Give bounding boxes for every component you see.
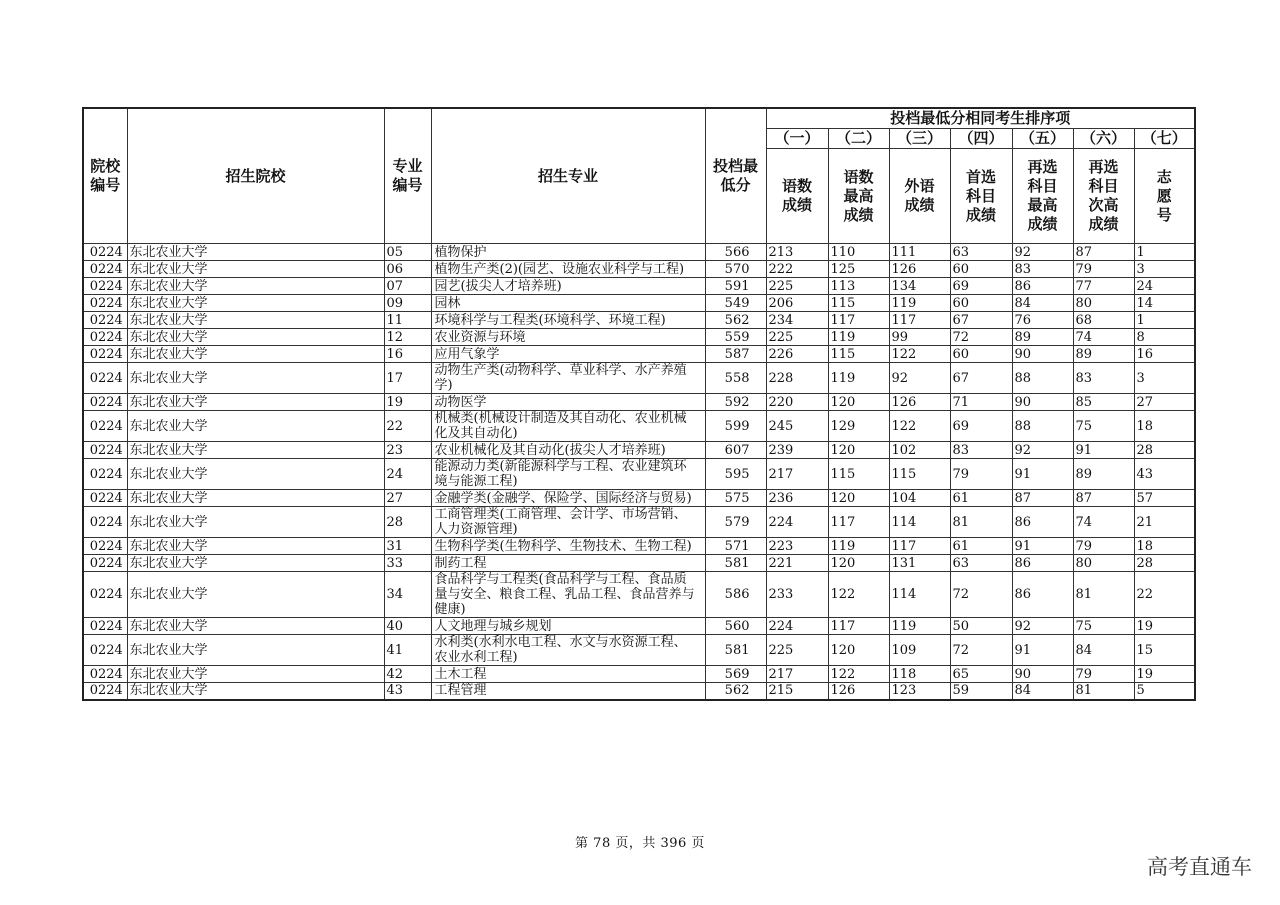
cell-tie-break-3: 102: [889, 442, 950, 459]
table-row: [83, 538, 1195, 555]
cell-tie-break-7: 57: [1134, 490, 1195, 507]
cell-major: 机械类(机械设计制造及其自动化、农业机械化及其自动化): [431, 411, 705, 442]
header-index-7: （七）: [1134, 129, 1195, 149]
cell-major: 土木工程: [431, 666, 705, 683]
cell-tie-break-6: 79: [1073, 666, 1134, 683]
cell-tie-break-3: 118: [889, 666, 950, 683]
cell-tie-break-4: 65: [950, 666, 1012, 683]
cell-tie-break-5: 84: [1012, 683, 1073, 700]
cell-tie-break-5: 88: [1012, 363, 1073, 394]
cell-school: 东北农业大学: [127, 459, 384, 490]
table-row: [83, 459, 1195, 490]
cell-tie-break-2: 126: [828, 683, 889, 700]
cell-major: 园林: [431, 295, 705, 312]
admission-scores-table: [82, 107, 1196, 701]
cell-tie-break-6: 85: [1073, 394, 1134, 411]
cell-tie-break-2: 115: [828, 459, 889, 490]
header-index-2: （二）: [828, 129, 889, 149]
cell-min-score: 569: [705, 666, 766, 683]
cell-tie-break-1: 223: [766, 538, 828, 555]
cell-tie-break-6: 84: [1073, 635, 1134, 666]
cell-major: 动物医学: [431, 394, 705, 411]
cell-min-score: 575: [705, 490, 766, 507]
cell-min-score: 587: [705, 346, 766, 363]
cell-tie-break-3: 109: [889, 635, 950, 666]
cell-tie-break-4: 50: [950, 618, 1012, 635]
cell-school-code: 0224: [83, 411, 127, 442]
cell-major-code: 27: [384, 490, 431, 507]
cell-tie-break-1: 217: [766, 666, 828, 683]
cell-major-code: 34: [384, 572, 431, 618]
cell-tie-break-2: 113: [828, 278, 889, 295]
cell-tie-break-6: 91: [1073, 442, 1134, 459]
cell-min-score: 562: [705, 312, 766, 329]
cell-tie-break-2: 120: [828, 394, 889, 411]
cell-tie-break-5: 83: [1012, 261, 1073, 278]
table-header: [83, 108, 1195, 244]
cell-min-score: 579: [705, 507, 766, 538]
cell-tie-break-4: 63: [950, 555, 1012, 572]
cell-tie-break-2: 120: [828, 442, 889, 459]
cell-school: 东北农业大学: [127, 507, 384, 538]
cell-major: 应用气象学: [431, 346, 705, 363]
cell-tie-break-5: 92: [1012, 244, 1073, 261]
cell-tie-break-7: 24: [1134, 278, 1195, 295]
cell-tie-break-7: 5: [1134, 683, 1195, 700]
cell-tie-break-5: 91: [1012, 459, 1073, 490]
header-tie-break-title: 投档最低分相同考生排序项: [766, 108, 1195, 129]
cell-tie-break-7: 15: [1134, 635, 1195, 666]
table-body: [83, 244, 1195, 700]
table-row: [83, 411, 1195, 442]
cell-tie-break-6: 79: [1073, 261, 1134, 278]
cell-tie-break-4: 72: [950, 329, 1012, 346]
cell-tie-break-7: 1: [1134, 244, 1195, 261]
cell-tie-break-3: 119: [889, 618, 950, 635]
cell-tie-break-5: 86: [1012, 278, 1073, 295]
cell-major: 农业资源与环境: [431, 329, 705, 346]
cell-tie-break-6: 80: [1073, 295, 1134, 312]
cell-major-code: 41: [384, 635, 431, 666]
cell-tie-break-5: 76: [1012, 312, 1073, 329]
cell-tie-break-1: 233: [766, 572, 828, 618]
header-label-foreign-language: 外语成绩: [889, 149, 950, 244]
cell-tie-break-3: 131: [889, 555, 950, 572]
cell-tie-break-1: 225: [766, 329, 828, 346]
cell-tie-break-5: 89: [1012, 329, 1073, 346]
cell-tie-break-6: 74: [1073, 507, 1134, 538]
cell-major-code: 11: [384, 312, 431, 329]
cell-tie-break-4: 71: [950, 394, 1012, 411]
cell-tie-break-1: 234: [766, 312, 828, 329]
cell-tie-break-5: 86: [1012, 572, 1073, 618]
cell-tie-break-7: 18: [1134, 411, 1195, 442]
cell-min-score: 559: [705, 329, 766, 346]
cell-tie-break-6: 81: [1073, 572, 1134, 618]
cell-major-code: 43: [384, 683, 431, 700]
cell-tie-break-2: 110: [828, 244, 889, 261]
cell-tie-break-4: 83: [950, 442, 1012, 459]
table-row: [83, 490, 1195, 507]
cell-tie-break-3: 115: [889, 459, 950, 490]
cell-tie-break-2: 120: [828, 635, 889, 666]
cell-major: 能源动力类(新能源科学与工程、农业建筑环境与能源工程): [431, 459, 705, 490]
cell-tie-break-3: 114: [889, 507, 950, 538]
header-min-score: 投档最低分: [705, 108, 766, 244]
header-school: 招生院校: [127, 108, 384, 244]
cell-tie-break-1: 215: [766, 683, 828, 700]
cell-major: 农业机械化及其自动化(拔尖人才培养班): [431, 442, 705, 459]
header-major: 招生专业: [431, 108, 705, 244]
cell-tie-break-1: 213: [766, 244, 828, 261]
cell-min-score: 566: [705, 244, 766, 261]
table-row: [83, 442, 1195, 459]
table-row: [83, 295, 1195, 312]
cell-school-code: 0224: [83, 507, 127, 538]
cell-tie-break-1: 224: [766, 507, 828, 538]
cell-major: 工程管理: [431, 683, 705, 700]
cell-major-code: 06: [384, 261, 431, 278]
cell-min-score: 591: [705, 278, 766, 295]
header-label-reselect-second: 再选科目次高成绩: [1073, 149, 1134, 244]
cell-school-code: 0224: [83, 572, 127, 618]
cell-tie-break-4: 61: [950, 490, 1012, 507]
cell-school-code: 0224: [83, 329, 127, 346]
cell-school: 东北农业大学: [127, 666, 384, 683]
cell-school: 东北农业大学: [127, 312, 384, 329]
cell-major-code: 33: [384, 555, 431, 572]
cell-tie-break-1: 217: [766, 459, 828, 490]
cell-tie-break-2: 122: [828, 666, 889, 683]
cell-tie-break-4: 67: [950, 363, 1012, 394]
cell-major-code: 31: [384, 538, 431, 555]
cell-major-code: 16: [384, 346, 431, 363]
header-label-reselect-max: 再选科目最高成绩: [1012, 149, 1073, 244]
cell-tie-break-6: 68: [1073, 312, 1134, 329]
cell-tie-break-4: 60: [950, 261, 1012, 278]
header-label-choice-number: 志愿号: [1134, 149, 1195, 244]
header-index-5: （五）: [1012, 129, 1073, 149]
cell-tie-break-6: 81: [1073, 683, 1134, 700]
cell-tie-break-5: 91: [1012, 538, 1073, 555]
cell-school: 东北农业大学: [127, 683, 384, 700]
cell-tie-break-5: 86: [1012, 555, 1073, 572]
cell-tie-break-7: 16: [1134, 346, 1195, 363]
cell-tie-break-3: 122: [889, 411, 950, 442]
cell-tie-break-2: 120: [828, 490, 889, 507]
cell-school: 东北农业大学: [127, 244, 384, 261]
table-row: [83, 278, 1195, 295]
cell-school: 东北农业大学: [127, 490, 384, 507]
table-row: [83, 363, 1195, 394]
header-label-chinese-math: 语数成绩: [766, 149, 828, 244]
cell-tie-break-7: 1: [1134, 312, 1195, 329]
cell-tie-break-7: 43: [1134, 459, 1195, 490]
cell-major-code: 24: [384, 459, 431, 490]
page-indicator: 第 78 页，共 396 页: [575, 836, 705, 851]
header-school-code: 院校编号: [83, 108, 127, 244]
cell-major: 植物生产类(2)(园艺、设施农业科学与工程): [431, 261, 705, 278]
cell-major-code: 23: [384, 442, 431, 459]
cell-major-code: 22: [384, 411, 431, 442]
cell-tie-break-7: 28: [1134, 555, 1195, 572]
cell-school-code: 0224: [83, 683, 127, 700]
table-row: [83, 312, 1195, 329]
cell-tie-break-7: 3: [1134, 261, 1195, 278]
cell-major-code: 05: [384, 244, 431, 261]
table-row: [83, 261, 1195, 278]
cell-tie-break-4: 81: [950, 507, 1012, 538]
cell-school: 东北农业大学: [127, 635, 384, 666]
cell-tie-break-5: 91: [1012, 635, 1073, 666]
cell-tie-break-6: 74: [1073, 329, 1134, 346]
cell-major: 食品科学与工程类(食品科学与工程、食品质量与安全、粮食工程、乳品工程、食品营养与健康): [431, 572, 705, 618]
cell-tie-break-3: 111: [889, 244, 950, 261]
cell-major-code: 28: [384, 507, 431, 538]
cell-major: 园艺(拔尖人才培养班): [431, 278, 705, 295]
cell-school: 东北农业大学: [127, 538, 384, 555]
cell-school: 东北农业大学: [127, 411, 384, 442]
cell-tie-break-7: 22: [1134, 572, 1195, 618]
cell-tie-break-7: 14: [1134, 295, 1195, 312]
cell-major-code: 07: [384, 278, 431, 295]
cell-school-code: 0224: [83, 295, 127, 312]
cell-tie-break-4: 60: [950, 346, 1012, 363]
cell-tie-break-1: 225: [766, 278, 828, 295]
cell-tie-break-5: 90: [1012, 346, 1073, 363]
cell-min-score: 592: [705, 394, 766, 411]
cell-tie-break-7: 19: [1134, 666, 1195, 683]
cell-tie-break-2: 129: [828, 411, 889, 442]
cell-min-score: 571: [705, 538, 766, 555]
cell-tie-break-7: 3: [1134, 363, 1195, 394]
cell-tie-break-7: 18: [1134, 538, 1195, 555]
cell-school-code: 0224: [83, 312, 127, 329]
table-row: [83, 507, 1195, 538]
cell-tie-break-1: 206: [766, 295, 828, 312]
cell-tie-break-7: 28: [1134, 442, 1195, 459]
cell-school-code: 0224: [83, 635, 127, 666]
cell-tie-break-2: 115: [828, 295, 889, 312]
cell-tie-break-3: 99: [889, 329, 950, 346]
cell-major: 植物保护: [431, 244, 705, 261]
cell-tie-break-1: 222: [766, 261, 828, 278]
header-label-chinese-math-max: 语数最高成绩: [828, 149, 889, 244]
cell-min-score: 549: [705, 295, 766, 312]
cell-tie-break-4: 69: [950, 278, 1012, 295]
cell-tie-break-5: 90: [1012, 394, 1073, 411]
cell-tie-break-5: 88: [1012, 411, 1073, 442]
cell-tie-break-6: 80: [1073, 555, 1134, 572]
cell-tie-break-1: 226: [766, 346, 828, 363]
cell-min-score: 599: [705, 411, 766, 442]
cell-tie-break-7: 21: [1134, 507, 1195, 538]
cell-major-code: 40: [384, 618, 431, 635]
cell-school-code: 0224: [83, 346, 127, 363]
cell-tie-break-4: 79: [950, 459, 1012, 490]
table-row: [83, 555, 1195, 572]
cell-school: 东北农业大学: [127, 572, 384, 618]
cell-tie-break-6: 79: [1073, 538, 1134, 555]
cell-school-code: 0224: [83, 538, 127, 555]
cell-tie-break-2: 120: [828, 555, 889, 572]
cell-tie-break-4: 72: [950, 572, 1012, 618]
cell-tie-break-6: 89: [1073, 459, 1134, 490]
cell-tie-break-7: 27: [1134, 394, 1195, 411]
cell-tie-break-7: 19: [1134, 618, 1195, 635]
cell-tie-break-5: 86: [1012, 507, 1073, 538]
cell-tie-break-1: 220: [766, 394, 828, 411]
cell-tie-break-5: 92: [1012, 442, 1073, 459]
cell-tie-break-4: 69: [950, 411, 1012, 442]
cell-school: 东北农业大学: [127, 295, 384, 312]
cell-school: 东北农业大学: [127, 555, 384, 572]
header-major-code: 专业编号: [384, 108, 431, 244]
cell-tie-break-6: 89: [1073, 346, 1134, 363]
cell-tie-break-5: 84: [1012, 295, 1073, 312]
cell-school-code: 0224: [83, 394, 127, 411]
header-index-1: （一）: [766, 129, 828, 149]
cell-tie-break-4: 67: [950, 312, 1012, 329]
cell-tie-break-6: 87: [1073, 490, 1134, 507]
cell-tie-break-2: 119: [828, 363, 889, 394]
cell-min-score: 581: [705, 555, 766, 572]
cell-min-score: 558: [705, 363, 766, 394]
watermark-text: 高考直通车: [1147, 855, 1252, 879]
cell-tie-break-5: 87: [1012, 490, 1073, 507]
cell-school-code: 0224: [83, 666, 127, 683]
cell-tie-break-5: 92: [1012, 618, 1073, 635]
cell-tie-break-3: 114: [889, 572, 950, 618]
cell-tie-break-3: 126: [889, 394, 950, 411]
table-row: [83, 394, 1195, 411]
cell-school: 东北农业大学: [127, 278, 384, 295]
cell-tie-break-6: 83: [1073, 363, 1134, 394]
cell-school: 东北农业大学: [127, 394, 384, 411]
cell-tie-break-4: 72: [950, 635, 1012, 666]
table-row: [83, 329, 1195, 346]
cell-tie-break-3: 117: [889, 312, 950, 329]
cell-tie-break-3: 119: [889, 295, 950, 312]
cell-min-score: 581: [705, 635, 766, 666]
cell-tie-break-7: 8: [1134, 329, 1195, 346]
table-row: [83, 618, 1195, 635]
cell-tie-break-3: 123: [889, 683, 950, 700]
cell-school-code: 0224: [83, 618, 127, 635]
cell-tie-break-2: 125: [828, 261, 889, 278]
cell-major: 制药工程: [431, 555, 705, 572]
cell-major-code: 19: [384, 394, 431, 411]
cell-tie-break-2: 122: [828, 572, 889, 618]
cell-school-code: 0224: [83, 459, 127, 490]
cell-tie-break-2: 117: [828, 507, 889, 538]
cell-school-code: 0224: [83, 244, 127, 261]
table-row: [83, 244, 1195, 261]
cell-tie-break-1: 228: [766, 363, 828, 394]
cell-tie-break-3: 122: [889, 346, 950, 363]
cell-school-code: 0224: [83, 278, 127, 295]
header-label-first-subject: 首选科目成绩: [950, 149, 1012, 244]
cell-min-score: 570: [705, 261, 766, 278]
cell-tie-break-3: 104: [889, 490, 950, 507]
cell-tie-break-6: 77: [1073, 278, 1134, 295]
cell-tie-break-3: 134: [889, 278, 950, 295]
cell-tie-break-2: 115: [828, 346, 889, 363]
cell-tie-break-4: 61: [950, 538, 1012, 555]
header-index-4: （四）: [950, 129, 1012, 149]
cell-major: 水利类(水利水电工程、水文与水资源工程、农业水利工程): [431, 635, 705, 666]
header-index-3: （三）: [889, 129, 950, 149]
cell-major: 环境科学与工程类(环境科学、环境工程): [431, 312, 705, 329]
cell-school: 东北农业大学: [127, 363, 384, 394]
cell-school: 东北农业大学: [127, 442, 384, 459]
cell-major: 动物生产类(动物科学、草业科学、水产养殖学): [431, 363, 705, 394]
cell-min-score: 586: [705, 572, 766, 618]
cell-min-score: 607: [705, 442, 766, 459]
cell-tie-break-4: 63: [950, 244, 1012, 261]
table-row: [83, 666, 1195, 683]
cell-major-code: 12: [384, 329, 431, 346]
cell-school-code: 0224: [83, 442, 127, 459]
cell-tie-break-1: 225: [766, 635, 828, 666]
cell-tie-break-5: 90: [1012, 666, 1073, 683]
cell-tie-break-2: 119: [828, 538, 889, 555]
cell-tie-break-4: 60: [950, 295, 1012, 312]
cell-tie-break-6: 87: [1073, 244, 1134, 261]
table-row: [83, 635, 1195, 666]
cell-school: 东北农业大学: [127, 261, 384, 278]
cell-tie-break-2: 119: [828, 329, 889, 346]
cell-major-code: 17: [384, 363, 431, 394]
cell-tie-break-1: 239: [766, 442, 828, 459]
cell-major: 生物科学类(生物科学、生物技术、生物工程): [431, 538, 705, 555]
cell-tie-break-3: 117: [889, 538, 950, 555]
cell-major: 金融学类(金融学、保险学、国际经济与贸易): [431, 490, 705, 507]
cell-major-code: 09: [384, 295, 431, 312]
cell-tie-break-6: 75: [1073, 411, 1134, 442]
cell-school-code: 0224: [83, 363, 127, 394]
cell-tie-break-1: 245: [766, 411, 828, 442]
cell-tie-break-4: 59: [950, 683, 1012, 700]
header-index-6: （六）: [1073, 129, 1134, 149]
cell-major-code: 42: [384, 666, 431, 683]
cell-tie-break-1: 236: [766, 490, 828, 507]
cell-school: 东北农业大学: [127, 329, 384, 346]
cell-major: 工商管理类(工商管理、会计学、市场营销、人力资源管理): [431, 507, 705, 538]
cell-min-score: 595: [705, 459, 766, 490]
cell-school: 东北农业大学: [127, 618, 384, 635]
cell-min-score: 560: [705, 618, 766, 635]
cell-major: 人文地理与城乡规划: [431, 618, 705, 635]
cell-tie-break-3: 126: [889, 261, 950, 278]
cell-tie-break-6: 75: [1073, 618, 1134, 635]
table-row: [83, 683, 1195, 700]
table-row: [83, 346, 1195, 363]
cell-tie-break-3: 92: [889, 363, 950, 394]
cell-school: 东北农业大学: [127, 346, 384, 363]
cell-school-code: 0224: [83, 555, 127, 572]
cell-tie-break-2: 117: [828, 312, 889, 329]
table-row: [83, 572, 1195, 618]
cell-school-code: 0224: [83, 261, 127, 278]
cell-tie-break-1: 224: [766, 618, 828, 635]
cell-min-score: 562: [705, 683, 766, 700]
cell-school-code: 0224: [83, 490, 127, 507]
cell-tie-break-1: 221: [766, 555, 828, 572]
cell-tie-break-2: 117: [828, 618, 889, 635]
